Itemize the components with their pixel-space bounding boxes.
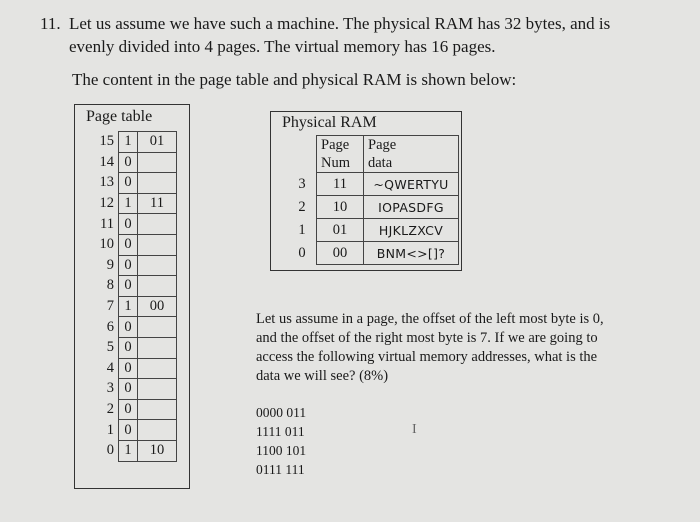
page-table-valid-bit: 0 [119, 379, 138, 400]
ram-page-data: IOPASDFG [364, 196, 459, 219]
page-table-frame-number [138, 358, 177, 379]
page-table-vpn: 14 [99, 153, 114, 170]
page-table-vpn: 6 [106, 318, 114, 335]
page-table-row [86, 420, 177, 441]
page-table-frame-number [138, 337, 177, 358]
page-table-valid-bit: 0 [119, 420, 138, 441]
ram-header-row-1 [288, 136, 459, 155]
page-table-row [86, 317, 177, 338]
page-table-valid-bit: 1 [119, 296, 138, 317]
page-table-vpn: 1 [106, 421, 114, 438]
page-table-frame-number [138, 317, 177, 338]
page-table-row [86, 173, 177, 194]
ram-page-num: 00 [317, 242, 364, 265]
ram-row [288, 242, 459, 265]
page-table-frame-number [138, 276, 177, 297]
assumption-line-4: data we will see? (8%) [256, 368, 389, 384]
ram-frame-index: 0 [298, 244, 306, 261]
ram-frame-index: 2 [298, 198, 306, 215]
question-line-2: evenly divided into 4 pages. The virtual memory has 16 pages. [69, 37, 496, 56]
page-table-row [86, 379, 177, 400]
page-table-valid-bit: 0 [119, 234, 138, 255]
physical-ram-table [288, 135, 459, 265]
page-table-row [86, 399, 177, 420]
ram-page-data: BNM<>[]? [364, 242, 459, 265]
page-table-row [86, 132, 177, 153]
page-table-valid-bit: 0 [119, 173, 138, 194]
page-table-valid-bit: 0 [119, 358, 138, 379]
page-table-frame-number [138, 152, 177, 173]
ram-row [288, 219, 459, 242]
page-table-valid-bit: 0 [119, 276, 138, 297]
ram-page-num: 11 [317, 173, 364, 196]
text-cursor-icon: I [412, 422, 417, 437]
ram-header-page-data-1: Page [364, 136, 459, 155]
ram-page-data: HJKLZXCV [364, 219, 459, 242]
ram-header-page-data-2: data [364, 154, 459, 173]
page-table-vpn: 13 [99, 174, 114, 191]
page-table-valid-bit: 0 [119, 255, 138, 276]
address-4: 0111 111 [256, 462, 305, 477]
question-line-3: The content in the page table and physical RAM is shown below: [72, 70, 517, 89]
page-table-valid-bit: 0 [119, 152, 138, 173]
page-table-frame-number [138, 379, 177, 400]
page-table-valid-bit: 1 [119, 132, 138, 153]
ram-row [288, 173, 459, 196]
page-table-vpn: 2 [106, 401, 114, 418]
page-table-vpn: 4 [106, 359, 114, 376]
question-number: 11. [40, 14, 61, 33]
page-table-vpn: 0 [106, 442, 114, 459]
page-table-frame-number [138, 399, 177, 420]
page-table-vpn: 12 [99, 195, 114, 212]
page-table-vpn: 11 [100, 215, 114, 232]
ram-header-row-2 [288, 154, 459, 173]
page-table-valid-bit: 0 [119, 337, 138, 358]
address-3: 1100 101 [256, 443, 307, 458]
ram-header-page-num-1: Page [317, 136, 364, 155]
page-table-frame-number [138, 420, 177, 441]
page-table-vpn: 7 [106, 298, 114, 315]
page-table-vpn: 9 [106, 256, 114, 273]
assumption-line-3: access the following virtual memory addresses, what is the [256, 349, 598, 365]
page-table-frame-number: 11 [138, 193, 177, 214]
page-table-row [86, 214, 177, 235]
physical-ram-title: Physical RAM [282, 114, 377, 131]
page-table-frame-number [138, 255, 177, 276]
page-table-row [86, 358, 177, 379]
assumption-line-2: and the offset of the right most byte is 7. If we are going to [256, 330, 598, 346]
ram-page-data: ~QWERTYU [364, 173, 459, 196]
page-table-vpn: 15 [99, 133, 114, 150]
page-table-row [86, 276, 177, 297]
page-table-row [86, 152, 177, 173]
page-table-frame-number [138, 234, 177, 255]
ram-frame-index: 1 [298, 221, 306, 238]
page-table-vpn: 5 [106, 339, 114, 356]
page-table-valid-bit: 0 [119, 399, 138, 420]
page-table-row [86, 296, 177, 317]
address-1: 0000 011 [256, 405, 307, 420]
assumption-line-1: Let us assume in a page, the offset of the left most byte is 0, [256, 311, 604, 327]
ram-row [288, 196, 459, 219]
page-table-valid-bit: 1 [119, 193, 138, 214]
assumption-paragraph [256, 310, 666, 386]
page-table-vpn: 8 [106, 277, 114, 294]
ram-page-num: 10 [317, 196, 364, 219]
page-table-frame-number: 10 [138, 440, 177, 461]
page-table-title: Page table [86, 108, 153, 125]
page-table-frame-number [138, 173, 177, 194]
page-table-row [86, 255, 177, 276]
page-table-row [86, 193, 177, 214]
page-table-vpn: 3 [106, 380, 114, 397]
page-table-frame-number: 00 [138, 296, 177, 317]
page-table-row [86, 337, 177, 358]
page-table-vpn: 10 [99, 236, 114, 253]
page-table-frame-number [138, 214, 177, 235]
page-table-row [86, 440, 177, 461]
page-table-valid-bit: 1 [119, 440, 138, 461]
page-table-valid-bit: 0 [119, 214, 138, 235]
page-table [86, 131, 177, 462]
page-table-row [86, 234, 177, 255]
ram-page-num: 01 [317, 219, 364, 242]
ram-frame-index: 3 [298, 175, 306, 192]
page-table-frame-number: 01 [138, 132, 177, 153]
ram-header-page-num-2: Num [317, 154, 364, 173]
address-2: 1111 011 [256, 424, 305, 439]
question-line-1: Let us assume we have such a machine. The physical RAM has 32 bytes, and is [69, 14, 611, 33]
page-table-valid-bit: 0 [119, 317, 138, 338]
